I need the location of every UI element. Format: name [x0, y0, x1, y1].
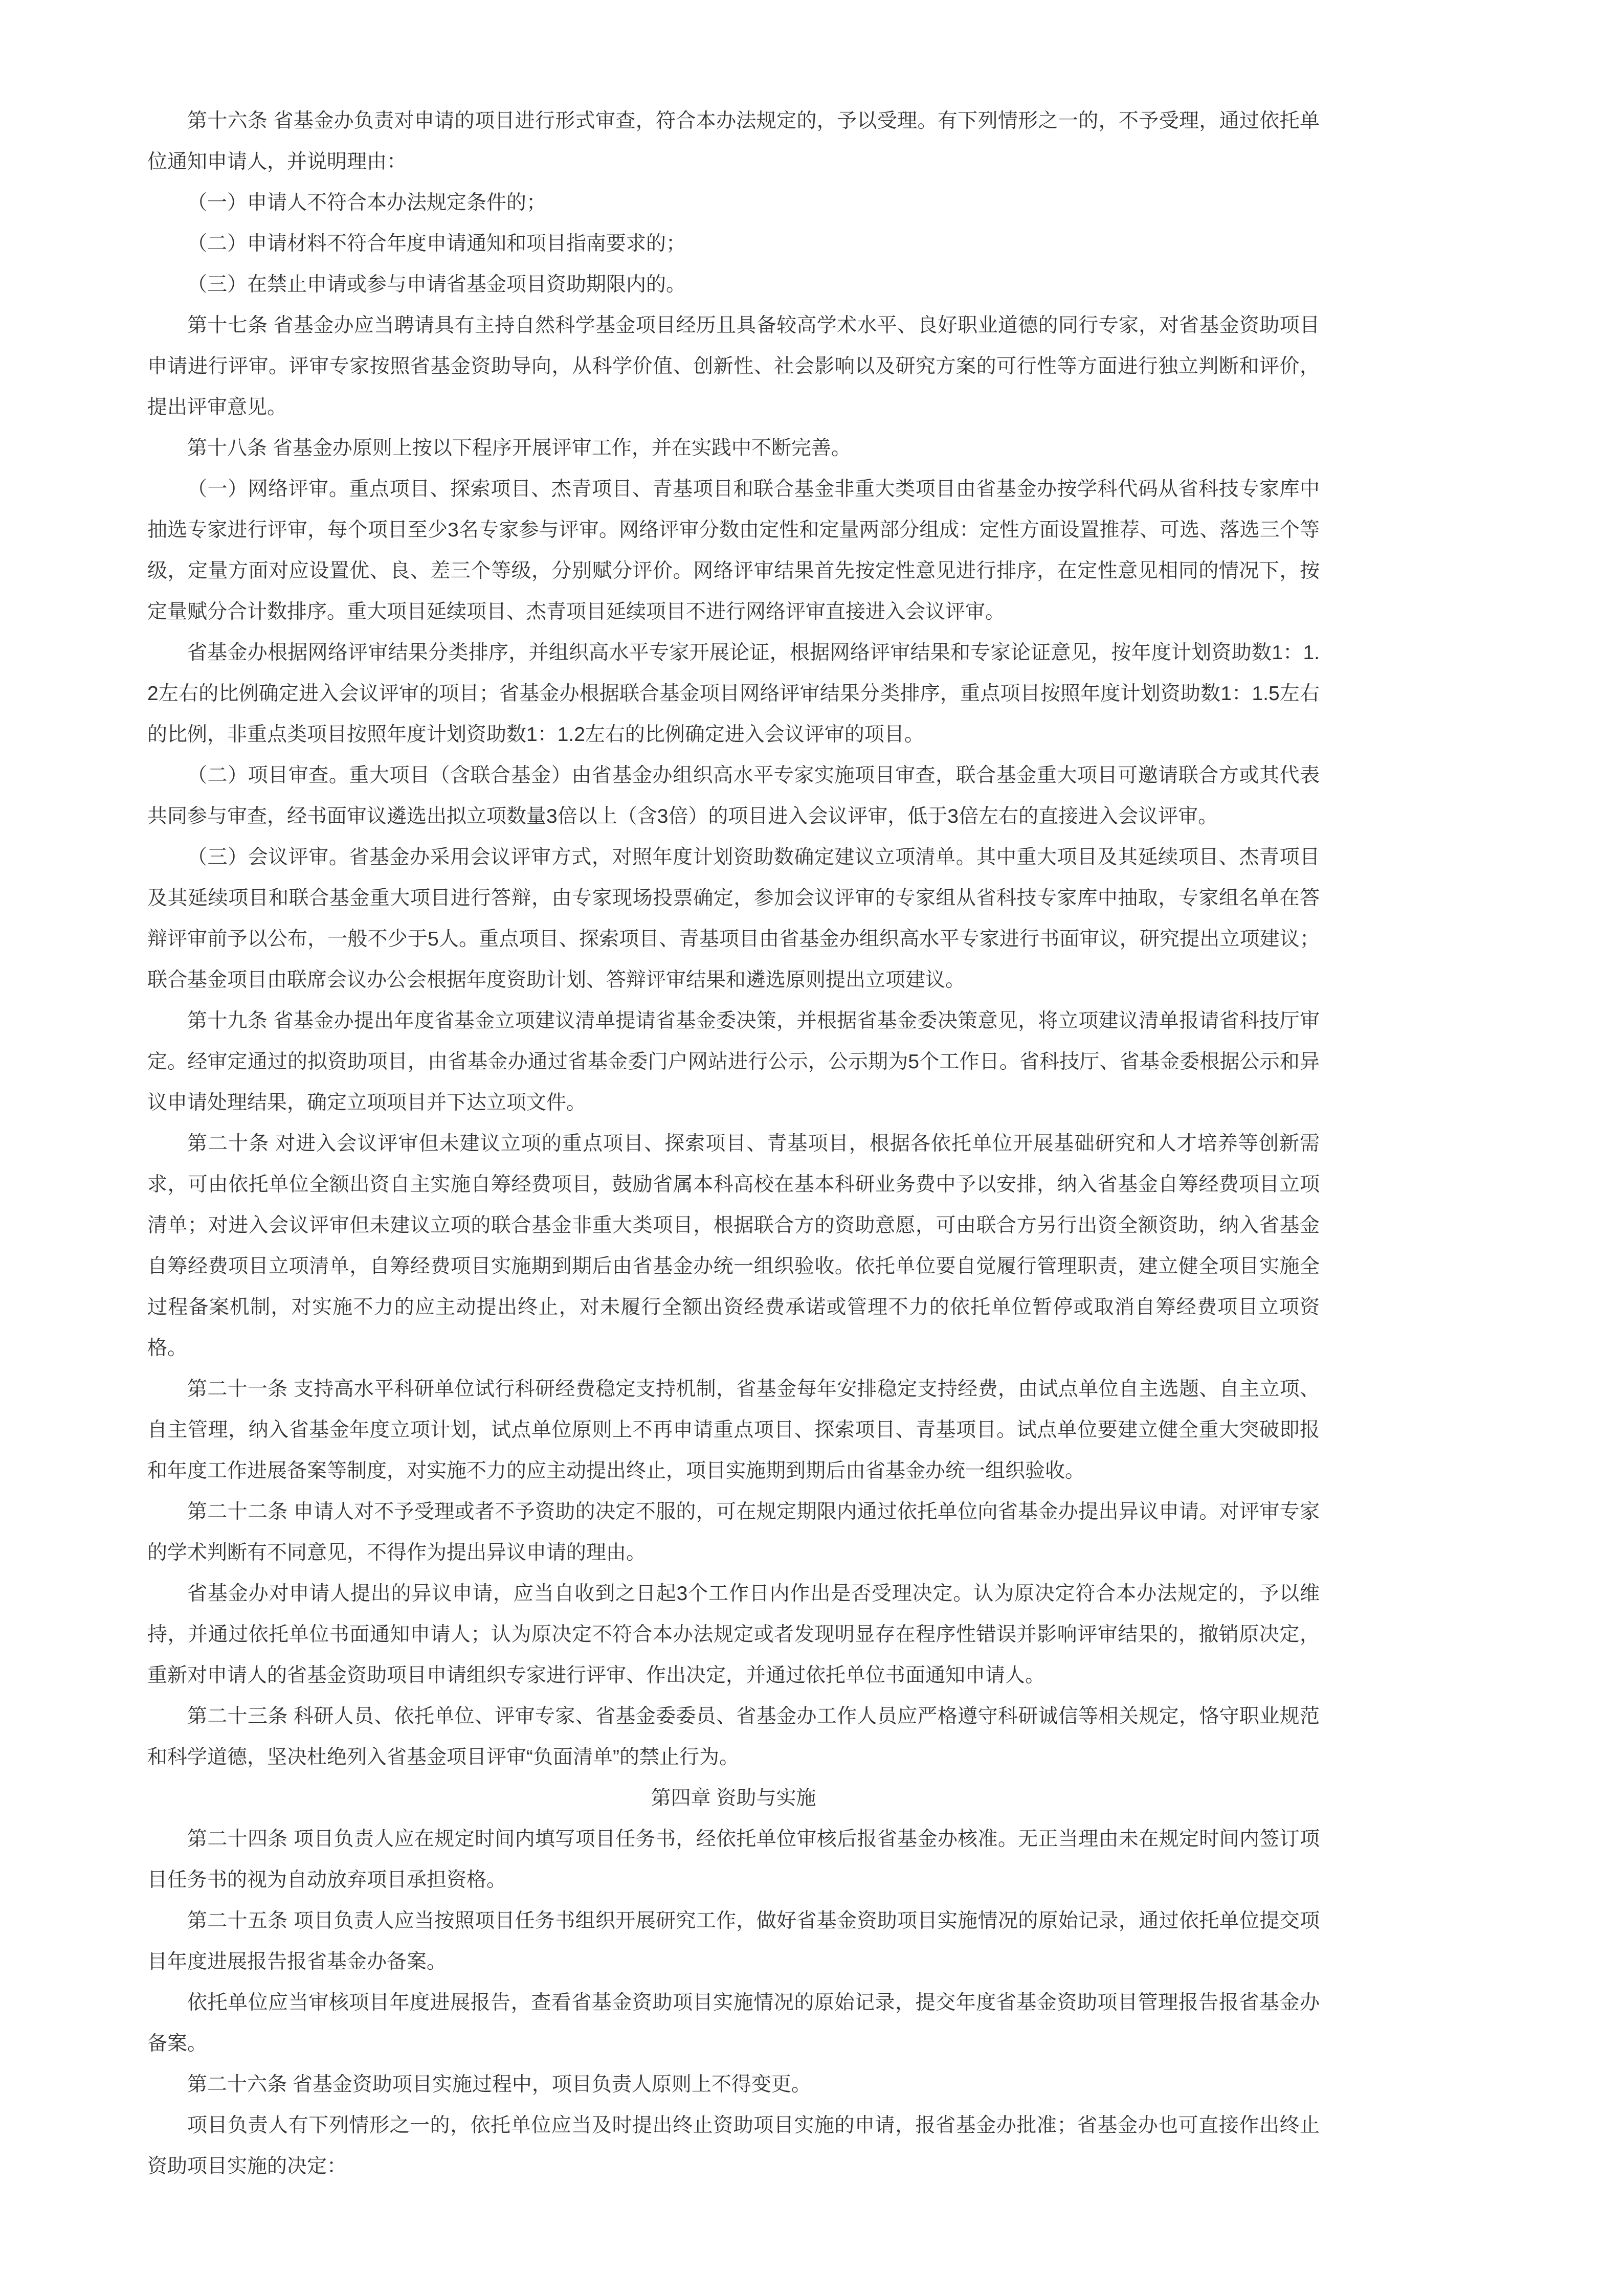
article-paragraph: 第二十二条 申请人对不予受理或者不予资助的决定不服的，可在规定期限内通过依托单位向省基金办提出异议申请。对评审专家的学术判断有不同意见，不得作为提出异议申请的理由。: [147, 1501, 1320, 1564]
article-paragraph: 第十九条 省基金办提出年度省基金立项建议清单提请省基金委决策，并根据省基金委决策意见，将立项建议清单报请省科技厅审定。经审定通过的拟资助项目，由省基金办通过省基金委门户网站进行公示，公示期为5个工作日。省科技厅、省基金委根据公示和异议申请处理结果，确定立项项目并下达立项文件。: [147, 1010, 1320, 1114]
article-paragraph: 项目负责人有下列情形之一的，依托单位应当及时提出终止资助项目实施的申请，报省基金办批准；省基金办也可直接作出终止资助项目实施的决定：: [147, 2114, 1320, 2177]
article-paragraph: 第二十一条 支持高水平科研单位试行科研经费稳定支持机制，省基金每年安排稳定支持经费，由试点单位自主选题、自主立项、自主管理，纳入省基金年度立项计划，试点单位原则上不再申请重点项目、探索项目、青基项目。试点单位要建立健全重大突破即报和年度工作进展备案等制度，对实施不力的应主动提出终止，项目实施期到期后由省基金办统一组织验收。: [147, 1378, 1320, 1482]
article-paragraph: 第二十条 对进入会议评审但未建议立项的重点项目、探索项目、青基项目，根据各依托单位开展基础研究和人才培养等创新需求，可由依托单位全额出资自主实施自筹经费项目，鼓励省属本科高校在基本科研业务费中予以安排，纳入省基金自筹经费项目立项清单；对进入会议评审但未建议立项的联合基金非重大类项目，根据联合方的资助意愿，可由联合方另行出资全额资助，纳入省基金自筹经费项目立项清单，自筹经费项目实施期到期后由省基金办统一组织验收。依托单位要自觉履行管理职责，建立健全项目实施全过程备案机制，对实施不力的应主动提出终止，对未履行全额出资经费承诺或管理不力的依托单位暂停或取消自筹经费项目立项资格。: [147, 1133, 1320, 1359]
article-paragraph: 第二十三条 科研人员、依托单位、评审专家、省基金委委员、省基金办工作人员应严格遵守科研诚信等相关规定，恪守职业规范和科学道德，坚决杜绝列入省基金项目评审“负面清单”的禁止行为。: [147, 1705, 1320, 1768]
article-paragraph: 第十六条 省基金办负责对申请的项目进行形式审查，符合本办法规定的，予以受理。有下列情形之一的，不予受理，通过依托单位通知申请人，并说明理由：: [147, 110, 1320, 173]
article-paragraph: （一）网络评审。重点项目、探索项目、杰青项目、青基项目和联合基金非重大类项目由省基金办按学科代码从省科技专家库中抽选专家进行评审，每个项目至少3名专家参与评审。网络评审分数由定性和定量两部分组成：定性方面设置推荐、可选、落选三个等级，定量方面对应设置优、良、差三个等级，分别赋分评价。网络评审结果首先按定性意见进行排序，在定性意见相同的情况下，按定量赋分合计数排序。重大项目延续项目、杰青项目延续项目不进行网络评审直接进入会议评审。: [147, 478, 1320, 623]
article-paragraph: 依托单位应当审核项目年度进展报告，查看省基金资助项目实施情况的原始记录，提交年度省基金资助项目管理报告报省基金办备案。: [147, 1992, 1320, 2055]
article-paragraph: 第二十四条 项目负责人应在规定时间内填写项目任务书，经依托单位审核后报省基金办核准。无正当理由未在规定时间内签订项目任务书的视为自动放弃项目承担资格。: [147, 1828, 1320, 1891]
article-paragraph: （一）申请人不符合本办法规定条件的；: [187, 192, 547, 214]
article-paragraph: （三）会议评审。省基金办采用会议评审方式，对照年度计划资助数确定建议立项清单。其中重大项目及其延续项目、杰青项目及其延续项目和联合基金重大项目进行答辩，由专家现场投票确定，参加会议评审的专家组从省科技专家库中抽取，专家组名单在答辩评审前予以公布，一般不少于5人。重点项目、探索项目、青基项目由省基金办组织高水平专家进行书面审议，研究提出立项建议；联合基金项目由联席会议办公会根据年度资助计划、答辩评审结果和遴选原则提出立项建议。: [147, 846, 1320, 991]
article-paragraph: 第二十五条 项目负责人应当按照项目任务书组织开展研究工作，做好省基金资助项目实施情况的原始记录，通过依托单位提交项目年度进展报告报省基金办备案。: [147, 1910, 1320, 1973]
article-paragraph: 省基金办对申请人提出的异议申请，应当自收到之日起3个工作日内作出是否受理决定。认为原决定符合本办法规定的，予以维持，并通过依托单位书面通知申请人；认为原决定不符合本办法规定或者发现明显存在程序性错误并影响评审结果的，撤销原决定，重新对申请人的省基金资助项目申请组织专家进行评审、作出决定，并通过依托单位书面通知申请人。: [147, 1583, 1320, 1686]
article-paragraph: 第十七条 省基金办应当聘请具有主持自然科学基金项目经历且具备较高学术水平、良好职业道德的同行专家，对省基金资助项目申请进行评审。评审专家按照省基金资助导向，从科学价值、创新性、社会影响以及研究方案的可行性等方面进行独立判断和评价，提出评审意见。: [147, 314, 1320, 418]
article-paragraph: （二）项目审查。重大项目（含联合基金）由省基金办组织高水平专家实施项目审查，联合基金重大项目可邀请联合方或其代表共同参与审查，经书面审议遴选出拟立项数量3倍以上（含3倍）的项目进入会议评审，低于3倍左右的直接进入会议评审。: [147, 764, 1320, 827]
article-paragraph: 省基金办根据网络评审结果分类排序，并组织高水平专家开展论证，根据网络评审结果和专家论证意见，按年度计划资助数1：1.2左右的比例确定进入会议评审的项目；省基金办根据联合基金项目网络评审结果分类排序，重点项目按照年度计划资助数1：1.5左右的比例，非重点类项目按照年度计划资助数1：1.2左右的比例确定进入会议评审的项目。: [147, 642, 1320, 746]
chapter-heading: 第四章 资助与实施: [651, 1787, 816, 1809]
article-paragraph: 第十八条 省基金办原则上按以下程序开展评审工作，并在实践中不断完善。: [187, 437, 851, 459]
article-body: [147, 101, 1320, 2187]
article-paragraph: 第二十六条 省基金资助项目实施过程中，项目负责人原则上不得变更。: [187, 2074, 811, 2096]
article-paragraph: （三）在禁止申请或参与申请省基金项目资助期限内的。: [187, 274, 686, 296]
article-paragraph: （二）申请材料不符合年度申请通知和项目指南要求的；: [187, 233, 686, 255]
